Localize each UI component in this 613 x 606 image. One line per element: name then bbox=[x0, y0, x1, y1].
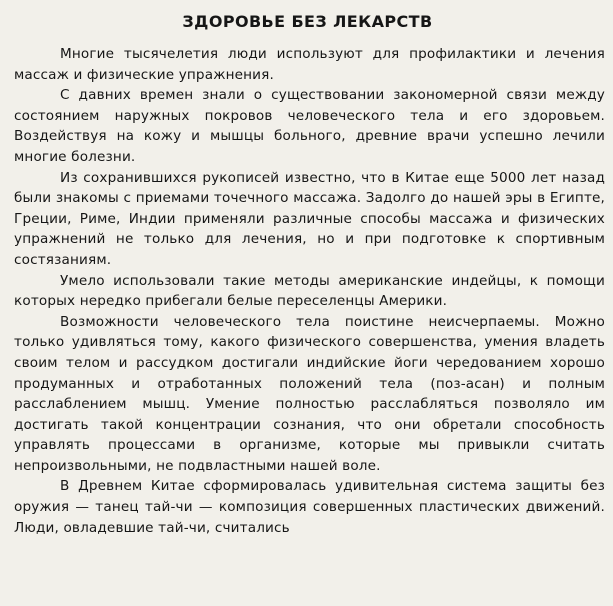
article-body bbox=[8, 44, 607, 538]
paragraph: Многие тысячелетия люди используют для профилактики и лечения массаж и физические упражнения. bbox=[14, 46, 605, 83]
paragraph: Возможности человеческого тела поистине неисчерпаемы. Можно только удивляться тому, какого физического совершенства, умения владеть своим телом и рассудком достигали индийские йоги чередованием хорошо продуманных и отработанных положений тела (поз-асан) и полным расслаблением мышц. Умение полностью расслабляться позволяло им достигать такой концентрации сознания, что они обретали способность управлять процессами в организме, которые мы привыкли считать непроизвольными, не подвластными нашей воле. bbox=[14, 313, 605, 474]
paragraph: С давних времен знали о существовании закономерной связи между состоянием наружных покровов человеческого тела и его здоровьем. Воздействуя на кожу и мышцы больного, древние врачи успешно лечили многие болезни. bbox=[14, 87, 605, 165]
paragraph: В Древнем Китае сформировалась удивительная система защиты без оружия — танец тай-чи — композиция совершенных пластических движений. Люди, овладевшие тай-чи, считались bbox=[14, 478, 605, 536]
paragraph: Умело использовали такие методы американские индейцы, к помощи которых нередко прибегали белые переселенцы Америки. bbox=[14, 272, 605, 310]
article-title: ЗДОРОВЬЕ БЕЗ ЛЕКАРСТВ bbox=[182, 12, 433, 31]
paragraph: Из сохранившихся рукописей известно, что в Китае еще 5000 лет назад были знакомы с приемами точечного массажа. Задолго до нашей эры в Египте, Греции, Риме, Индии применяли различные способы массажа и физических упражнений не только для лечения, но и при подготовке к спортивным состязаниям. bbox=[14, 169, 605, 268]
